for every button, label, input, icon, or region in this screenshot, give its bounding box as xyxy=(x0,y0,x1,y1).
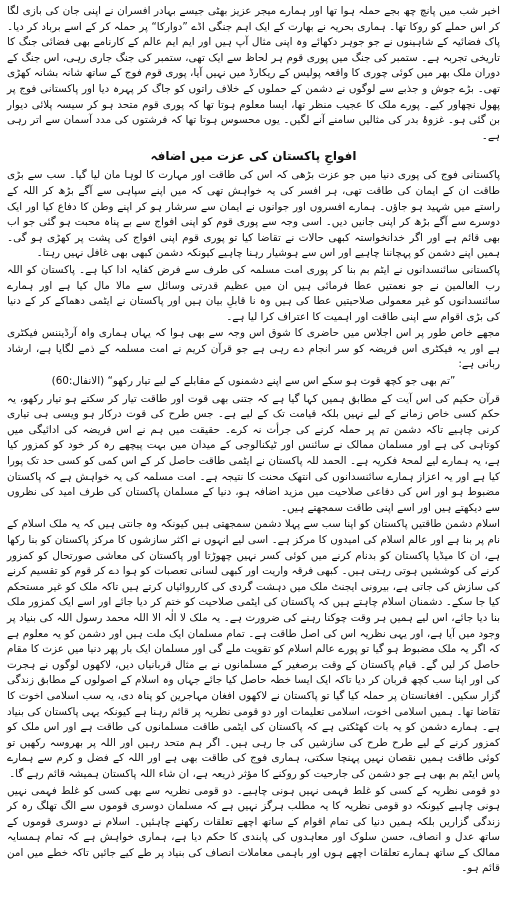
section-heading: افواجِ پاکستان کی عزت میں اضافہ xyxy=(150,149,357,164)
paragraph: اسلام دشمن طاقتیں پاکستان کو اپنا سب سے پہلا دشمن سمجھتی ہیں کیونکہ وہ جانتی ہیں کہ یہ ملک اسلام کے نام پر بنا ہے اور عالم اسلام کی امیدوں کا مرکز ہے۔ اسی لیے انہوں نے اکثر سازشوں کا مرکز پاکستان کو بنا رکھا ہے، ان کا میڈیا پاکستان کو بدنام کرنے میں کوئی کسر نہیں چھوڑتا اور پاکستان کی معاشی صورتحال کو کمزور کرنے کی کوششیں ہوتی رہتی ہیں۔ کبھی فرقہ واریت اور کبھی لسانی تعصبات کو ہوا دے کر قوم کو تقسیم کرنے کی سازش کی جاتی ہے، بیرونی ایجنٹ ملک میں دہشت گردی کی کارروائیاں کرتے ہیں تاکہ ملک کو غیر مستحکم کیا جا سکے۔ دشمنان اسلام چاہتے ہیں کہ پاکستان کی ایٹمی صلاحیت کو ختم کر دیا جائے اور اسے ایک کمزور ملک بنا دیا جائے، اس لیے ہمیں ہر وقت چوکنا رہنے کی ضرورت ہے۔ یہ ملک لا الٰہ الا اللہ محمد رسول اللہ کی بنیاد پر وجود میں آیا ہے، اور یہی نظریہ اس کی اصل طاقت ہے۔ تمام مسلمان ایک ملت ہیں اور دشمن کو یہ معلوم ہے کہ اگر یہ ملک مضبوط ہو گیا تو پورے عالم اسلام کو تقویت ملے گی اور مسلمان ایک بار پھر دنیا میں عزت کا مقام حاصل کر لیں گے۔ قیام پاکستان کے وقت برصغیر کے مسلمانوں نے بے مثال قربانیاں دیں، لاکھوں لوگوں نے ہجرت کی اور اپنا سب کچھ قربان کر دیا تاکہ ایک ایسا خطہ حاصل کیا جائے جہاں وہ اسلام کے اصولوں کے مطابق زندگی گزار سکیں۔ افغانستان پر حملہ کیا گیا تو پاکستان نے لاکھوں افغان مہاجرین کو پناہ دی، یہ سب اسلامی اخوت کا تقاضا تھا۔ ہمیں اسلامی اخوت، اسلامی تعلیمات اور دو قومی نظریہ پر قائم رہنا ہے کیونکہ یہی پاکستان کی بنیاد ہے۔ ہمارے دشمن کو یہ بات کھٹکتی ہے کہ پاکستان کی ایٹمی طاقت مسلمانوں کی طاقت ہے اور اس ملک کو کمزور کرنے کے لیے طرح طرح کی سازشیں کی جا رہی ہیں۔ اگر ہم متحد رہیں اور اللہ پر بھروسہ رکھیں تو کوئی طاقت ہمیں نقصان نہیں پہنچا سکتی، ہماری فوج کی طاقت بھی ہے اور اللہ کے فضل و کرم سے ہمارے پاس ایٹم بم بھی ہے جو دشمن کی جارحیت کو روکنے کا مؤثر ذریعہ ہے، ان شاء اللہ پاکستان ہمیشہ قائم رہے گا۔ xyxy=(7,518,500,780)
paragraph: قرآن حکیم کی اس آیت کے مطابق ہمیں کہا گیا ہے کہ جتنی بھی قوت اور طاقت تیار کر سکتے ہو تیار رکھو، یہ حکم کسی خاص زمانے کے لیے نہیں بلکہ قیامت تک کے لیے ہے۔ جس طرح کی قوت درکار ہو ویسی ہی تیاری کرنی چاہیے تاکہ دشمن تم پر حملہ کرنے کی جرأت نہ کرے۔ حقیقت میں ہم نے اس فریضہ کی ادائیگی میں کوتاہی کی ہے اور مسلمان ممالک نے سائنس اور ٹیکنالوجی کے میدان میں بہت پیچھے رہ کر خود کو کمزور کیا ہے، یہ ہمارے لیے لمحۂ فکریہ ہے۔ الحمد للہ پاکستان نے ایٹمی طاقت حاصل کر کے اس کمی کو کسی حد تک پورا کیا ہے اور یہ اعزاز ہمارے سائنسدانوں کی انتھک محنت کا نتیجہ ہے۔ امت مسلمہ کی یہ خواہش ہے کہ پاکستان مضبوط ہو اور اس کی دفاعی صلاحیت میں مزید اضافہ ہو، دنیا کے مسلمان پاکستان کی طرف امید کی نظروں سے دیکھتے ہیں اور اسے اپنی طاقت سمجھتے ہیں۔ xyxy=(7,392,500,514)
paragraph: پاکستانی فوج کی پوری دنیا میں جو عزت بڑھی کہ اس کی طاقت اور مہارت کا لوہا مان لیا گیا۔ سب سے بڑی طاقت ان کے ایمان کی طاقت تھی، ہر افسر کی یہ خواہش تھی کہ میں اپنے سپاہی سے آگے بڑھ کر اللہ کے راستے میں شہید ہو جاؤں۔ ہمارے افسروں اور جوانوں نے ایمان سے سرشار ہو کر اپنے وطن کا دفاع کیا اور ایک دوسرے سے آگے بڑھ کر اپنی جانیں دیں۔ اسی وجہ سے پوری قوم کو اپنی افواج سے بے پناہ محبت ہو گئی جو اب بھی قائم ہے اور اگر خدانخواستہ کبھی حالات نے تقاضا کیا تو پوری قوم اپنی افواج کی پشت پر کھڑی ہو گی۔ ہمیں اپنے دشمن کو پہچاننا چاہیے اور اس سے ہوشیار رہنا چاہیے کیونکہ دشمن کبھی بھی غافل نہیں رہتا۔ xyxy=(7,169,500,260)
paragraph: پاکستانی سائنسدانوں نے ایٹم بم بنا کر پوری امت مسلمہ کی طرف سے فرض کفایہ ادا کیا ہے۔ پاکستان کو اللہ رب العالمین نے جو نعمتیں عطا فرمائی ہیں ان میں عظیم قدرتی وسائل سے مالا مال کیا ہے اور ہمارے سائنسدانوں کو غیر معمولی صلاحیتیں عطا کی ہیں وہ نا قابلِ بیان ہیں اور پاکستان نے ایٹمی دھماکے کر کے دنیا کی بڑی اقوام سے اپنی طاقت اور اہمیت کا اعتراف کرا لیا ہے۔ xyxy=(7,263,500,323)
quran-quote: ”تم بھی جو کچھ قوت ہو سکے اس سے اپنے دشمنوں کے مقابلے کے لیے تیار رکھو“ (الانفال:60) xyxy=(51,375,456,388)
paragraph: اخیر شب میں پانچ چھ بجے حملہ ہوا تھا اور ہمارے میجر عزیز بھٹی جیسے بہادر افسران نے اپنی جان کی بازی لگا کر اس حملے کو روکا تھا۔ ہماری بحریہ نے بھارت کے ایک اہم جنگی اڈے ”دوارکا“ پر حملہ کر کے اسے برباد کر دیا۔ پاک فضائیہ کے شاہینوں نے جو جوہر دکھائے وہ اپنی مثال آپ ہیں اور ایم ایم عالم کے کارنامے بھی فضائی جنگ کا تاریخی تجربہ ہے۔ ستمبر کی جنگ میں پوری قوم ہر لحاظ سے ایک تھی، ستمبر کی جنگ جاری رہی، اس جنگ کے دوران ملک بھر میں کوئی چوری کا واقعہ پولیس کے ریکارڈ میں نہیں آیا، پوری قوم فوج کے ساتھ شانہ بشانہ کھڑی تھی۔ بڑے جوش و جذبے سے لوگوں نے دشمن کے حملوں کے خلاف راتوں کو جاگ کر پہرہ دیا اور پاکستانی فوج پر پھول نچھاور کیے۔ پورے ملک کا عجیب منظر تھا، ایسا معلوم ہوتا تھا کہ پوری قوم متحد ہو کر سیسہ پلائی دیوار بن گئی ہو۔ غزوۂ بدر کی مثالیں سامنے آنے لگیں۔ یوں محسوس ہوتا تھا کہ فرشتوں کی مدد آسمان سے اتر رہی ہے۔ xyxy=(7,5,500,142)
paragraph: دو قومی نظریہ کے کسی کو غلط فہمی نہیں ہونی چاہیے۔ دو قومی نظریہ سے بھی کسی کو غلط فہمی نہیں ہونی چاہیے کیونکہ دو قومی نظریہ کا یہ مطلب ہرگز نہیں ہے کہ مسلمان دوسری قوموں سے الگ تھلگ رہ کر زندگی گزاریں بلکہ ہمیں دنیا کی تمام اقوام کے ساتھ اچھے تعلقات رکھنے چاہئیں۔ اسلام نے دوسری قوموں کے ساتھ عدل و انصاف، حسن سلوک اور معاہدوں کی پابندی کا حکم دیا ہے، ہماری خواہش ہے کہ تمام ہمسایہ ممالک کے ساتھ ہمارے تعلقات اچھے ہوں اور باہمی معاملات انصاف کی بنیاد پر طے کیے جائیں تاکہ خطے میں امن قائم ہو۔ xyxy=(7,784,500,875)
paragraph: مجھے خاص طور پر اس اجلاس میں حاضری کا شوق اس وجہ سے بھی ہوا کہ یہاں ہماری واہ آرڈیننس فیکٹری ہے اور یہ فیکٹری اس فریضہ کو سر انجام دے رہی ہے جو قرآن کریم نے امت مسلمہ کے ذمے لگایا ہے، ارشاد ربانی ہے: xyxy=(7,327,500,371)
